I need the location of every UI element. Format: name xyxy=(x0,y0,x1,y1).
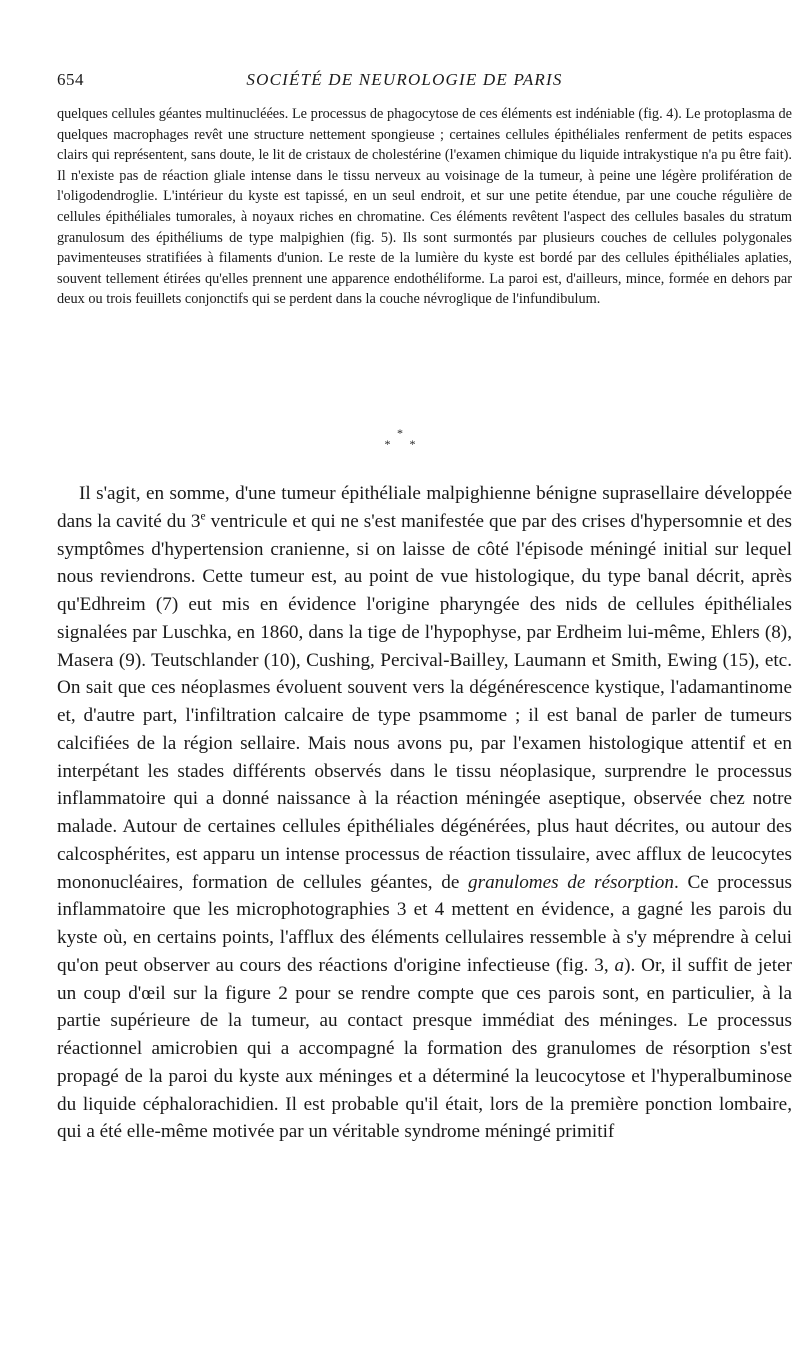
histology-paragraph xyxy=(57,104,792,310)
discussion-paragraph xyxy=(57,480,792,1146)
section-asterism xyxy=(0,428,800,450)
histology-text: quelques cellules géantes multinucléées. Le processus de phagocytose de ces éléments est indéniable (fig. 4). Le protoplasma de quelques macrophages revêt une structure nettement spongieuse ; certaines cellules épithéliales renferment de petits espaces clairs qui représentent, sans doute, le lit de cristaux de cholestérine (l'examen chimique du liquide intrakystique n'a pu être fait). Il n'existe pas de réaction gliale intense dans le tissu nerveux au voisinage de la tumeur, à peine une légère prolifération de l'oligodendroglie. L'intérieur du kyste est tapissé, en un seul endroit, et sur une petite étendue, par une couche régulière de cellules épithéliales tumorales, à noyaux riches en chromatine. Ces éléments revêtent l'aspect des cellules basales du stratum granulosum des épithéliums de type malpighien (fig. 5). Ils sont surmontés par plusieurs couches de cellules polygonales pavimenteuses stratifiées à filaments d'union. Le reste de la lumière du kyste est bordé par des cellules épithéliales aplaties, souvent tellement étirées qu'elles prennent une apparence endothéliforme. La paroi est, d'ailleurs, mince, formée en dehors par deux ou trois feuillets conjonctifs qui se perdent dans la couche névroglique de l'infundibulum. xyxy=(57,106,792,308)
discussion-text-part4: ). Or, il suffit de jeter un coup d'œil sur la figure 2 pour se rendre compte que ces parois sont, en particulier, à la partie supérieure de la tumeur, au contact presque immédiat des méninges. Le processus réactionnel amicrobien qui a accompagné la formation des granulomes de résorption s'est propagé de la paroi du kyste aux méninges et a déterminé la leucocytose et l'hyperalbuminose du liquide céphalorachidien. Il est probable qu'il était, lors de la première ponction lombaire, qui a été elle-même motivée par un véritable syndrome méningé primitif xyxy=(57,954,792,1143)
asterism-bottom: * * xyxy=(384,437,424,451)
italic-figure-letter: a xyxy=(614,954,625,976)
ordinal-superscript: e xyxy=(200,510,206,523)
italic-term: granulomes de résorption xyxy=(468,871,674,893)
discussion-text-part3: . Ce processus inflammatoire que les microphotographies 3 et 4 mettent en évidence, a gagné les parois du kyste où, en certains points, l'afflux des éléments cellulaires ressemble à s'y méprendre à celui qu'on peut observer au cours des réactions d'origine infectieuse (fig. 3, xyxy=(57,871,793,976)
page-number: 654 xyxy=(57,70,84,89)
discussion-text-part2: ventricule et qui ne s'est manifestée que par des crises d'hypersomnie et des symptômes d'hypertension cranienne, si on laisse de côté l'épisode méningé initial sur lequel nous reviendrons. Cette tumeur est, au point de vue histologique, du type banal décrit, après qu'Edhreim (7) eut mis en évidence l'origine pharyngée des nids de cellules épithéliales signalées par Luschka, en 1860, dans la tige de l'hypophyse, par Erdheim lui-même, Ehlers (8), Masera (9). Teutschlander (10), Cushing, Percival-Bailley, Laumann et Smith, Ewing (15), etc. On sait que ces néoplasmes évoluent souvent vers la dégénérescence kystique, l'adamantinome et, d'autre part, l'infiltration calcaire de type psammome ; il est banal de parler de tumeurs calcifiées de la région sellaire. Mais nous avons pu, par l'examen histologique attentif et en interpétant les stades différents observés dans le tissu néoplasique, surprendre le processus inflammatoire qui a donné naissance à la réaction méningée aseptique, observée chez notre malade. Autour de certaines cellules épithéliales dégénérées, plus haut décrites, ou autour des calcosphérites, est apparu un intense processus de réaction tissulaire, avec afflux de leucocytes mononucléaires, formation de cellules géantes, de xyxy=(57,510,792,893)
discussion-text xyxy=(57,480,792,1146)
page-header xyxy=(57,70,752,94)
asterism-top: * xyxy=(397,426,403,440)
running-title: SOCIÉTÉ DE NEUROLOGIE DE PARIS xyxy=(246,70,563,89)
discussion-text-part1: Il s'agit, en somme, d'une tumeur épithéliale malpighienne bénigne suprasellaire développée dans la cavité du 3 xyxy=(57,483,792,532)
